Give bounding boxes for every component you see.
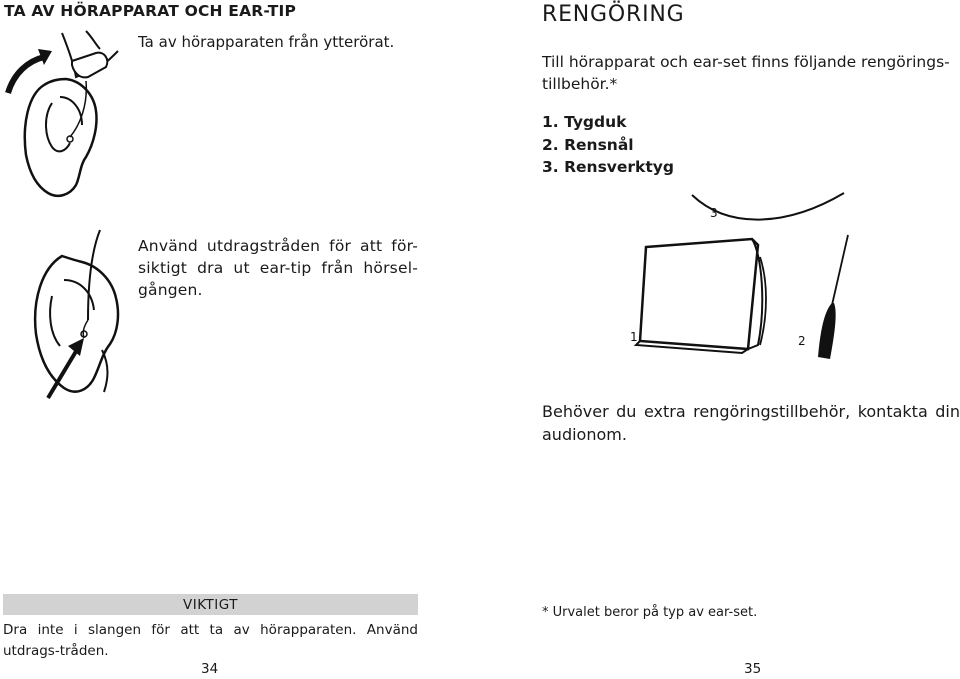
important-title: VIKTIGT — [183, 596, 238, 613]
ear-removal-illustration — [0, 25, 135, 210]
list-item — [542, 156, 674, 179]
ear-tip-removal-illustration — [22, 230, 132, 410]
label-1: 1 — [630, 330, 638, 344]
accessory-list — [542, 111, 674, 179]
right-page-heading: RENGÖRING — [542, 2, 685, 27]
list-item — [542, 111, 674, 134]
more-accessories-text: Behöver du extra rengöringstillbehör, kontakta din audionom. — [542, 402, 960, 444]
left-page-number: 34 — [201, 661, 219, 677]
right-page-number: 35 — [744, 661, 762, 677]
item-number: 1. — [542, 113, 559, 131]
step1-text: Ta av hörapparaten från ytterörat. — [138, 33, 395, 51]
left-page-heading: TA AV HÖRAPPARAT OCH EAR-TIP — [4, 2, 297, 20]
cleaning-intro: Till hörapparat och ear-set finns följande rengörings-tillbehör.* — [542, 53, 950, 93]
list-item — [542, 134, 674, 157]
important-title-bar — [3, 594, 418, 615]
step2-text: Använd utdragstråden för att för-siktigt dra ut ear-tip från hörsel-gången. — [138, 237, 418, 299]
item-number: 3. — [542, 158, 559, 176]
item-label: Rensnål — [564, 135, 634, 154]
item-label: Tygduk — [564, 113, 627, 131]
cleaning-accessories-illustration — [620, 185, 860, 365]
item-number: 2. — [542, 135, 559, 154]
item-label: Rensverktyg — [564, 158, 674, 176]
label-2: 2 — [798, 334, 806, 348]
footnote: * Urvalet beror på typ av ear-set. — [542, 605, 758, 620]
important-text: Dra inte i slangen för att ta av hörapparaten. Använd utdrags-tråden. — [3, 622, 418, 659]
label-3: 3 — [710, 206, 718, 220]
